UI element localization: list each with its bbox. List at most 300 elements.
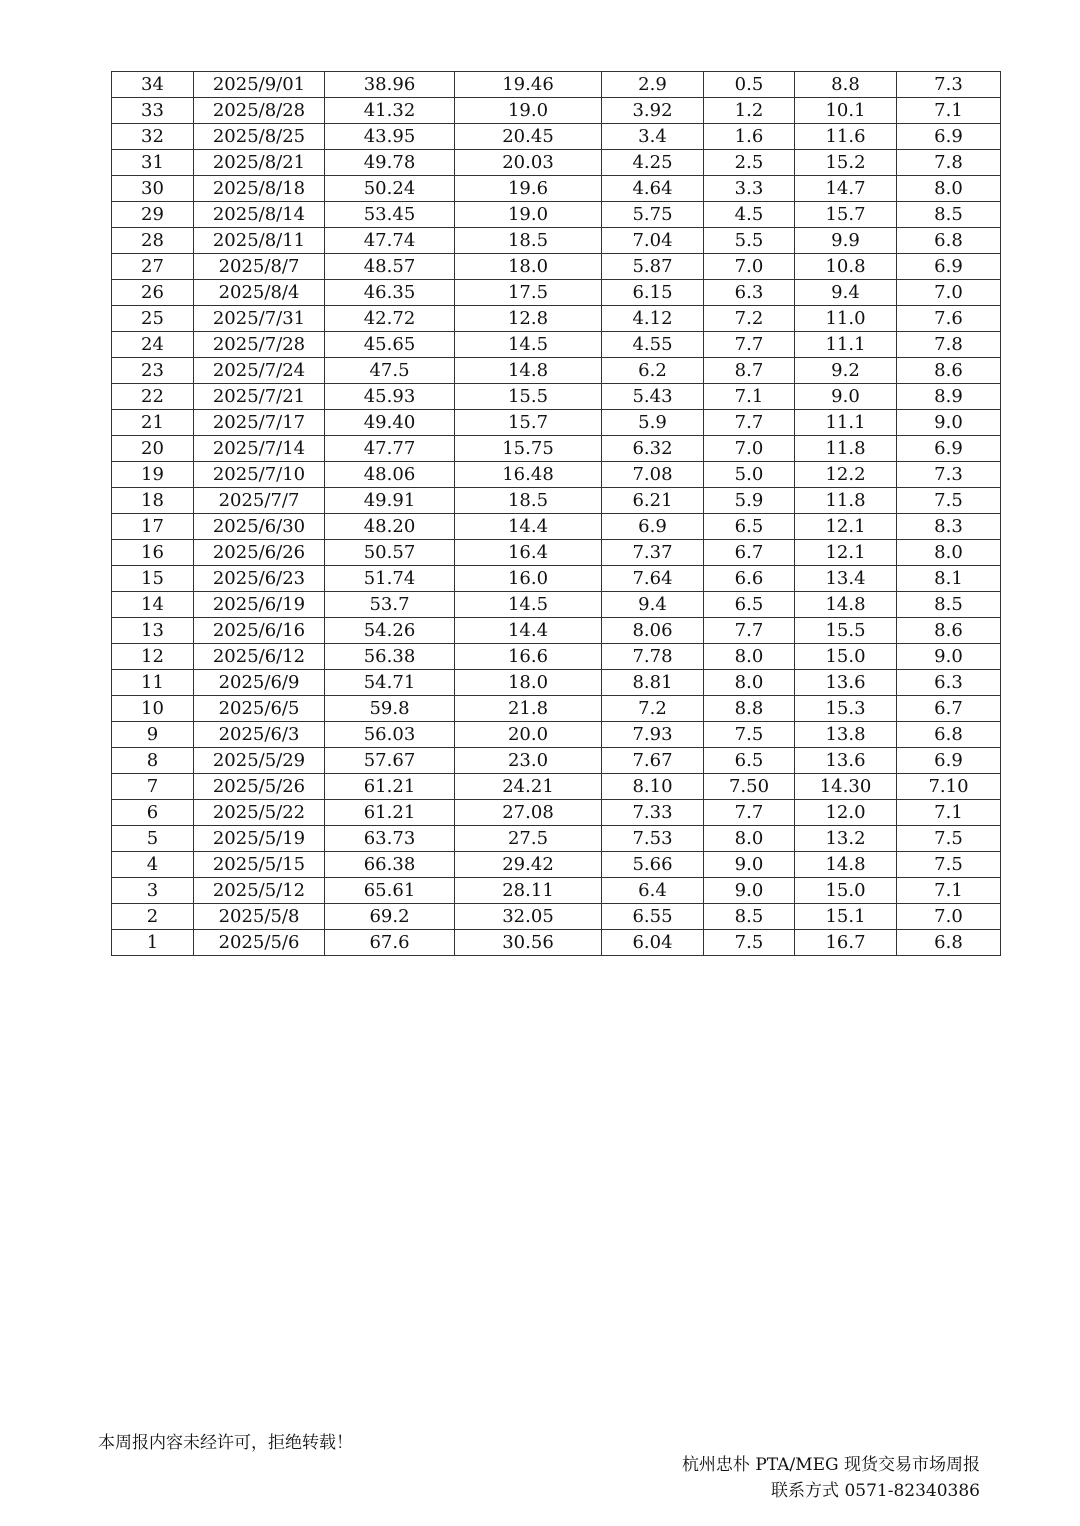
table-cell: 13.8: [795, 722, 897, 748]
table-cell: 7.53: [602, 826, 704, 852]
table-cell: 8.81: [602, 670, 704, 696]
table-cell: 53.45: [325, 202, 455, 228]
table-cell: 7.7: [704, 618, 795, 644]
table-cell: 14.4: [455, 618, 602, 644]
table-cell: 2025/5/15: [194, 852, 325, 878]
table-cell: 2025/7/24: [194, 358, 325, 384]
table-cell: 2025/7/21: [194, 384, 325, 410]
table-cell: 7.3: [897, 72, 1001, 98]
table-cell: 7.0: [704, 436, 795, 462]
table-cell: 4: [112, 852, 194, 878]
table-cell: 6.55: [602, 904, 704, 930]
table-cell: 12.0: [795, 800, 897, 826]
table-cell: 32: [112, 124, 194, 150]
table-cell: 7.8: [897, 332, 1001, 358]
table-row: [112, 98, 1001, 124]
table-cell: 7.5: [897, 488, 1001, 514]
table-cell: 2025/6/23: [194, 566, 325, 592]
table-cell: 66.38: [325, 852, 455, 878]
table-cell: 5.66: [602, 852, 704, 878]
table-cell: 17: [112, 514, 194, 540]
table-cell: 20.03: [455, 150, 602, 176]
table-cell: 9.0: [795, 384, 897, 410]
table-cell: 16.7: [795, 930, 897, 956]
table-cell: 7.8: [897, 150, 1001, 176]
table-cell: 7.3: [897, 462, 1001, 488]
table-row: [112, 696, 1001, 722]
table-cell: 16.4: [455, 540, 602, 566]
table-cell: 30: [112, 176, 194, 202]
table-cell: 8.0: [704, 826, 795, 852]
table-cell: 2025/6/30: [194, 514, 325, 540]
table-cell: 14.5: [455, 592, 602, 618]
table-cell: 7.33: [602, 800, 704, 826]
table-cell: 45.65: [325, 332, 455, 358]
table-cell: 2025/8/11: [194, 228, 325, 254]
table-cell: 6.3: [704, 280, 795, 306]
table-row: [112, 930, 1001, 956]
table-cell: 7.1: [897, 800, 1001, 826]
table-cell: 48.57: [325, 254, 455, 280]
table-cell: 17.5: [455, 280, 602, 306]
table-cell: 7.1: [897, 98, 1001, 124]
table-cell: 12.1: [795, 514, 897, 540]
table-cell: 29: [112, 202, 194, 228]
table-cell: 15.5: [455, 384, 602, 410]
table-cell: 9.0: [704, 852, 795, 878]
table-cell: 30.56: [455, 930, 602, 956]
table-cell: 2025/6/19: [194, 592, 325, 618]
table-cell: 8.8: [704, 696, 795, 722]
table-cell: 2025/8/4: [194, 280, 325, 306]
table-cell: 5.87: [602, 254, 704, 280]
table-cell: 6.7: [704, 540, 795, 566]
disclaimer-text: 本周报内容未经许可，拒绝转载！: [98, 1433, 353, 1453]
table-cell: 4.55: [602, 332, 704, 358]
table-cell: 22: [112, 384, 194, 410]
table-cell: 47.5: [325, 358, 455, 384]
table-cell: 7.5: [897, 826, 1001, 852]
table-cell: 18.5: [455, 228, 602, 254]
table-body: [112, 72, 1001, 956]
table-cell: 16.0: [455, 566, 602, 592]
table-cell: 2025/5/26: [194, 774, 325, 800]
table-cell: 11.8: [795, 488, 897, 514]
table-cell: 53.7: [325, 592, 455, 618]
table-cell: 14.4: [455, 514, 602, 540]
table-cell: 7.1: [704, 384, 795, 410]
table-cell: 7.2: [704, 306, 795, 332]
table-cell: 19.0: [455, 202, 602, 228]
table-cell: 3.92: [602, 98, 704, 124]
table-row: [112, 748, 1001, 774]
table-cell: 2025/7/17: [194, 410, 325, 436]
table-cell: 38.96: [325, 72, 455, 98]
table-cell: 2025/7/28: [194, 332, 325, 358]
table-cell: 11.1: [795, 332, 897, 358]
table-cell: 8.06: [602, 618, 704, 644]
table-cell: 6.3: [897, 670, 1001, 696]
table-row: [112, 72, 1001, 98]
table-cell: 15: [112, 566, 194, 592]
table-cell: 2025/5/8: [194, 904, 325, 930]
table-cell: 15.75: [455, 436, 602, 462]
table-cell: 45.93: [325, 384, 455, 410]
table-cell: 65.61: [325, 878, 455, 904]
table-cell: 11.1: [795, 410, 897, 436]
table-row: [112, 540, 1001, 566]
table-cell: 46.35: [325, 280, 455, 306]
table-cell: 13.6: [795, 748, 897, 774]
table-cell: 9.0: [897, 644, 1001, 670]
table-cell: 6.21: [602, 488, 704, 514]
table-cell: 7.7: [704, 332, 795, 358]
table-cell: 8.0: [897, 540, 1001, 566]
table-row: [112, 592, 1001, 618]
table-cell: 7.50: [704, 774, 795, 800]
table-cell: 7.5: [704, 722, 795, 748]
table-cell: 6.8: [897, 930, 1001, 956]
table-cell: 5.75: [602, 202, 704, 228]
table-cell: 7.6: [897, 306, 1001, 332]
table-cell: 50.57: [325, 540, 455, 566]
table-cell: 7.04: [602, 228, 704, 254]
table-cell: 69.2: [325, 904, 455, 930]
table-cell: 6.32: [602, 436, 704, 462]
table-cell: 7.37: [602, 540, 704, 566]
table-cell: 8.10: [602, 774, 704, 800]
table-cell: 21.8: [455, 696, 602, 722]
table-cell: 6.7: [897, 696, 1001, 722]
table-row: [112, 150, 1001, 176]
table-cell: 10: [112, 696, 194, 722]
table-cell: 15.0: [795, 878, 897, 904]
table-cell: 12.1: [795, 540, 897, 566]
table-row: [112, 228, 1001, 254]
table-cell: 10.8: [795, 254, 897, 280]
table-cell: 2025/7/10: [194, 462, 325, 488]
table-cell: 8.5: [704, 904, 795, 930]
table-cell: 6.9: [897, 124, 1001, 150]
table-row: [112, 124, 1001, 150]
table-cell: 8.0: [704, 670, 795, 696]
table-cell: 2025/6/5: [194, 696, 325, 722]
table-row: [112, 566, 1001, 592]
table-cell: 1: [112, 930, 194, 956]
table-cell: 7.7: [704, 410, 795, 436]
table-cell: 2025/8/25: [194, 124, 325, 150]
table-cell: 12.8: [455, 306, 602, 332]
table-cell: 8.6: [897, 618, 1001, 644]
table-cell: 14.7: [795, 176, 897, 202]
table-cell: 48.20: [325, 514, 455, 540]
table-row: [112, 826, 1001, 852]
table-cell: 15.0: [795, 644, 897, 670]
table-cell: 41.32: [325, 98, 455, 124]
table-cell: 5.9: [602, 410, 704, 436]
table-cell: 51.74: [325, 566, 455, 592]
table-cell: 27.5: [455, 826, 602, 852]
table-cell: 6.9: [897, 254, 1001, 280]
table-cell: 27.08: [455, 800, 602, 826]
table-cell: 15.2: [795, 150, 897, 176]
table-cell: 9: [112, 722, 194, 748]
table-cell: 18: [112, 488, 194, 514]
table-cell: 6: [112, 800, 194, 826]
table-cell: 13: [112, 618, 194, 644]
table-cell: 7.5: [704, 930, 795, 956]
table-cell: 2025/6/9: [194, 670, 325, 696]
table-cell: 24.21: [455, 774, 602, 800]
table-cell: 28.11: [455, 878, 602, 904]
table-cell: 8.9: [897, 384, 1001, 410]
table-cell: 15.1: [795, 904, 897, 930]
table-cell: 8.3: [897, 514, 1001, 540]
table-cell: 7.0: [897, 280, 1001, 306]
table-row: [112, 358, 1001, 384]
table-cell: 7.2: [602, 696, 704, 722]
table-cell: 8.1: [897, 566, 1001, 592]
table-cell: 26: [112, 280, 194, 306]
table-cell: 23: [112, 358, 194, 384]
table-cell: 7.08: [602, 462, 704, 488]
table-row: [112, 176, 1001, 202]
table-cell: 14.8: [455, 358, 602, 384]
table-cell: 56.03: [325, 722, 455, 748]
table-cell: 5.43: [602, 384, 704, 410]
table-cell: 18.0: [455, 670, 602, 696]
table-cell: 14: [112, 592, 194, 618]
table-cell: 4.5: [704, 202, 795, 228]
table-row: [112, 332, 1001, 358]
table-cell: 8.8: [795, 72, 897, 98]
table-cell: 43.95: [325, 124, 455, 150]
table-cell: 9.4: [795, 280, 897, 306]
table-cell: 56.38: [325, 644, 455, 670]
table-cell: 19.0: [455, 98, 602, 124]
table-cell: 9.9: [795, 228, 897, 254]
table-cell: 27: [112, 254, 194, 280]
table-cell: 6.6: [704, 566, 795, 592]
table-cell: 0.5: [704, 72, 795, 98]
table-row: [112, 306, 1001, 332]
table-cell: 16.6: [455, 644, 602, 670]
table-cell: 6.04: [602, 930, 704, 956]
table-cell: 2025/8/14: [194, 202, 325, 228]
table-cell: 5.5: [704, 228, 795, 254]
table-cell: 24: [112, 332, 194, 358]
table-row: [112, 852, 1001, 878]
table-cell: 54.26: [325, 618, 455, 644]
table-row: [112, 384, 1001, 410]
table-cell: 2025/7/14: [194, 436, 325, 462]
table-cell: 9.4: [602, 592, 704, 618]
table-cell: 12: [112, 644, 194, 670]
table-cell: 6.9: [897, 436, 1001, 462]
table-cell: 6.4: [602, 878, 704, 904]
table-cell: 11.0: [795, 306, 897, 332]
table-cell: 11.8: [795, 436, 897, 462]
table-row: [112, 202, 1001, 228]
table-cell: 1.2: [704, 98, 795, 124]
table-cell: 13.6: [795, 670, 897, 696]
footer-info: [682, 1452, 980, 1504]
table-cell: 47.74: [325, 228, 455, 254]
table-cell: 15.3: [795, 696, 897, 722]
table-cell: 20.45: [455, 124, 602, 150]
table-row: [112, 670, 1001, 696]
table-row: [112, 618, 1001, 644]
table-cell: 14.8: [795, 592, 897, 618]
table-cell: 2025/6/3: [194, 722, 325, 748]
table-cell: 4.64: [602, 176, 704, 202]
table-cell: 2025/6/26: [194, 540, 325, 566]
table-cell: 9.0: [704, 878, 795, 904]
table-cell: 2: [112, 904, 194, 930]
table-cell: 31: [112, 150, 194, 176]
table-cell: 5.0: [704, 462, 795, 488]
table-cell: 2025/5/29: [194, 748, 325, 774]
table-cell: 6.2: [602, 358, 704, 384]
table-cell: 50.24: [325, 176, 455, 202]
table-cell: 15.5: [795, 618, 897, 644]
table-cell: 29.42: [455, 852, 602, 878]
table-cell: 14.30: [795, 774, 897, 800]
table-cell: 15.7: [795, 202, 897, 228]
table-cell: 34: [112, 72, 194, 98]
table-cell: 13.2: [795, 826, 897, 852]
table-cell: 19.46: [455, 72, 602, 98]
report-title: 杭州忠朴 PTA/MEG 现货交易市场周报: [681, 1455, 980, 1475]
table-cell: 7.78: [602, 644, 704, 670]
table-cell: 7.0: [704, 254, 795, 280]
table-row: [112, 410, 1001, 436]
table-cell: 61.21: [325, 774, 455, 800]
table-cell: 7.67: [602, 748, 704, 774]
table-cell: 7.5: [897, 852, 1001, 878]
table-cell: 9.0: [897, 410, 1001, 436]
table-cell: 6.9: [897, 748, 1001, 774]
table-cell: 13.4: [795, 566, 897, 592]
table-cell: 2025/8/18: [194, 176, 325, 202]
table-cell: 4.12: [602, 306, 704, 332]
table-cell: 5: [112, 826, 194, 852]
table-cell: 7.64: [602, 566, 704, 592]
table-cell: 6.5: [704, 592, 795, 618]
table-row: [112, 280, 1001, 306]
table-cell: 19.6: [455, 176, 602, 202]
table-cell: 2025/6/12: [194, 644, 325, 670]
table-cell: 18.0: [455, 254, 602, 280]
table-row: [112, 254, 1001, 280]
table-cell: 2.9: [602, 72, 704, 98]
table-cell: 2025/5/6: [194, 930, 325, 956]
table-cell: 6.5: [704, 748, 795, 774]
table-cell: 19: [112, 462, 194, 488]
table-cell: 2025/8/28: [194, 98, 325, 124]
table-row: [112, 878, 1001, 904]
table-cell: 18.5: [455, 488, 602, 514]
table-cell: 8.0: [897, 176, 1001, 202]
table-cell: 47.77: [325, 436, 455, 462]
table-row: [112, 514, 1001, 540]
table-cell: 2025/8/21: [194, 150, 325, 176]
table-cell: 2025/5/22: [194, 800, 325, 826]
table-cell: 6.15: [602, 280, 704, 306]
table-cell: 12.2: [795, 462, 897, 488]
table-cell: 54.71: [325, 670, 455, 696]
table-cell: 7.10: [897, 774, 1001, 800]
table-cell: 2025/5/19: [194, 826, 325, 852]
table-cell: 2025/6/16: [194, 618, 325, 644]
table-cell: 3: [112, 878, 194, 904]
table-cell: 2025/8/7: [194, 254, 325, 280]
table-cell: 14.8: [795, 852, 897, 878]
table-row: [112, 722, 1001, 748]
table-cell: 7.0: [897, 904, 1001, 930]
table-row: [112, 774, 1001, 800]
table-row: [112, 488, 1001, 514]
table-cell: 2025/5/12: [194, 878, 325, 904]
table-cell: 6.8: [897, 722, 1001, 748]
table-cell: 16: [112, 540, 194, 566]
table-cell: 15.7: [455, 410, 602, 436]
table-cell: 5.9: [704, 488, 795, 514]
table-cell: 2025/7/7: [194, 488, 325, 514]
table-cell: 7: [112, 774, 194, 800]
table-cell: 33: [112, 98, 194, 124]
table-cell: 42.72: [325, 306, 455, 332]
table-cell: 8: [112, 748, 194, 774]
table-cell: 49.91: [325, 488, 455, 514]
table-cell: 6.8: [897, 228, 1001, 254]
table-cell: 10.1: [795, 98, 897, 124]
table-cell: 7.93: [602, 722, 704, 748]
table-cell: 6.5: [704, 514, 795, 540]
table-cell: 49.78: [325, 150, 455, 176]
table-cell: 8.6: [897, 358, 1001, 384]
table-cell: 11.6: [795, 124, 897, 150]
table-cell: 2.5: [704, 150, 795, 176]
table-cell: 20.0: [455, 722, 602, 748]
table-row: [112, 436, 1001, 462]
table-cell: 63.73: [325, 826, 455, 852]
table-cell: 8.5: [897, 592, 1001, 618]
table-cell: 3.4: [602, 124, 704, 150]
table-row: [112, 800, 1001, 826]
table-row: [112, 462, 1001, 488]
table-cell: 8.5: [897, 202, 1001, 228]
table-cell: 1.6: [704, 124, 795, 150]
table-cell: 4.25: [602, 150, 704, 176]
contact-info: 联系方式 0571-82340386: [771, 1481, 980, 1501]
table-cell: 49.40: [325, 410, 455, 436]
table-cell: 20: [112, 436, 194, 462]
table-cell: 9.2: [795, 358, 897, 384]
table-cell: 67.6: [325, 930, 455, 956]
table-cell: 2025/9/01: [194, 72, 325, 98]
table-cell: 7.1: [897, 878, 1001, 904]
table-cell: 61.21: [325, 800, 455, 826]
table-row: [112, 644, 1001, 670]
table-cell: 28: [112, 228, 194, 254]
table-cell: 2025/7/31: [194, 306, 325, 332]
table-cell: 16.48: [455, 462, 602, 488]
table-cell: 48.06: [325, 462, 455, 488]
table-cell: 59.8: [325, 696, 455, 722]
table-cell: 14.5: [455, 332, 602, 358]
table-cell: 21: [112, 410, 194, 436]
